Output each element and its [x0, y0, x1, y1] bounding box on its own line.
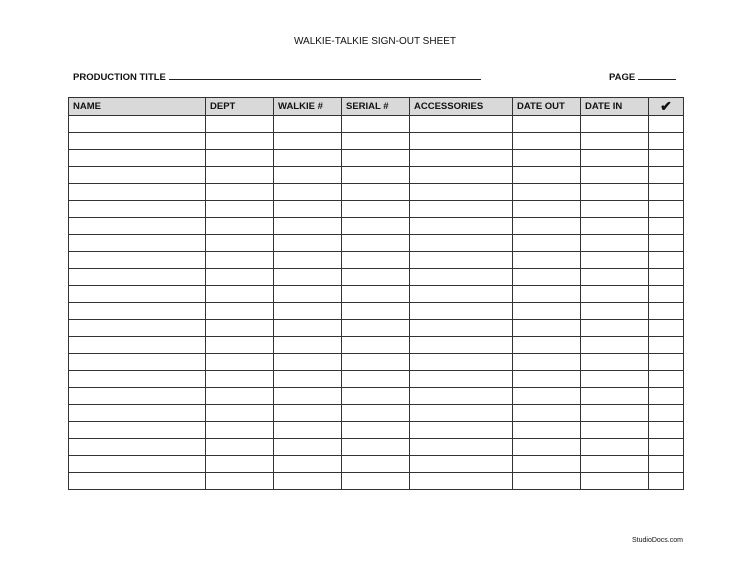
table-cell[interactable] — [410, 422, 513, 439]
table-cell[interactable] — [513, 133, 581, 150]
table-cell[interactable] — [410, 405, 513, 422]
table-cell[interactable] — [274, 388, 342, 405]
table-cell[interactable] — [410, 201, 513, 218]
table-cell[interactable] — [206, 337, 274, 354]
table-cell[interactable] — [69, 269, 206, 286]
table-cell[interactable] — [342, 388, 410, 405]
table-cell[interactable] — [513, 269, 581, 286]
table-cell[interactable] — [342, 473, 410, 490]
table-cell[interactable] — [69, 184, 206, 201]
table-cell[interactable] — [274, 337, 342, 354]
table-cell[interactable] — [274, 405, 342, 422]
table-cell[interactable] — [513, 439, 581, 456]
table-row — [69, 201, 684, 218]
table-row — [69, 320, 684, 337]
table-cell[interactable] — [581, 252, 649, 269]
table-cell[interactable] — [69, 337, 206, 354]
table-row — [69, 235, 684, 252]
table-row — [69, 456, 684, 473]
table-cell[interactable] — [410, 303, 513, 320]
header-date-out: DATE OUT — [513, 98, 581, 116]
table-cell[interactable] — [342, 201, 410, 218]
table-cell[interactable] — [274, 439, 342, 456]
table-row — [69, 167, 684, 184]
table-cell[interactable] — [410, 456, 513, 473]
header-row — [69, 98, 684, 116]
table-cell[interactable] — [69, 371, 206, 388]
header-date-in: DATE IN — [581, 98, 649, 116]
footer-brand: StudioDocs.com — [632, 537, 683, 544]
table-cell[interactable] — [513, 405, 581, 422]
table-cell[interactable] — [342, 337, 410, 354]
table-cell[interactable] — [513, 422, 581, 439]
table-cell[interactable] — [342, 218, 410, 235]
table-cell[interactable] — [342, 150, 410, 167]
table-cell[interactable] — [206, 218, 274, 235]
table-cell[interactable] — [513, 201, 581, 218]
table-cell[interactable] — [274, 235, 342, 252]
table-cell[interactable] — [274, 456, 342, 473]
table-cell[interactable] — [274, 269, 342, 286]
table-cell[interactable] — [206, 388, 274, 405]
table-cell[interactable] — [649, 116, 684, 133]
table-cell[interactable] — [649, 235, 684, 252]
page-blank[interactable] — [638, 70, 676, 80]
table-cell[interactable] — [274, 422, 342, 439]
header-name: NAME — [69, 98, 206, 116]
table-cell[interactable] — [581, 133, 649, 150]
table-cell[interactable] — [69, 422, 206, 439]
table-cell[interactable] — [581, 422, 649, 439]
table-cell[interactable] — [581, 167, 649, 184]
table-cell[interactable] — [649, 337, 684, 354]
table-cell[interactable] — [69, 388, 206, 405]
table-cell[interactable] — [206, 150, 274, 167]
table-cell[interactable] — [206, 269, 274, 286]
table-cell[interactable] — [581, 303, 649, 320]
table-cell[interactable] — [410, 133, 513, 150]
table-cell[interactable] — [649, 473, 684, 490]
table-cell[interactable] — [274, 150, 342, 167]
table-cell[interactable] — [69, 456, 206, 473]
table-cell[interactable] — [581, 116, 649, 133]
table-row — [69, 269, 684, 286]
table-cell[interactable] — [206, 422, 274, 439]
table-cell[interactable] — [649, 286, 684, 303]
table-cell[interactable] — [513, 354, 581, 371]
table-cell[interactable] — [342, 133, 410, 150]
table-row — [69, 405, 684, 422]
table-cell[interactable] — [513, 116, 581, 133]
table-cell[interactable] — [206, 201, 274, 218]
table-cell[interactable] — [342, 286, 410, 303]
table-row — [69, 184, 684, 201]
table-cell[interactable] — [342, 269, 410, 286]
table-cell[interactable] — [649, 371, 684, 388]
table-cell[interactable] — [274, 201, 342, 218]
table-cell[interactable] — [206, 354, 274, 371]
table-cell[interactable] — [69, 354, 206, 371]
table-cell[interactable] — [342, 320, 410, 337]
table-row — [69, 303, 684, 320]
table-cell[interactable] — [274, 320, 342, 337]
table-row — [69, 286, 684, 303]
table-cell[interactable] — [206, 303, 274, 320]
table-row — [69, 218, 684, 235]
table-cell[interactable] — [274, 371, 342, 388]
table-cell[interactable] — [342, 252, 410, 269]
table-cell[interactable] — [69, 286, 206, 303]
table-cell[interactable] — [581, 184, 649, 201]
table-cell[interactable] — [69, 218, 206, 235]
table-cell[interactable] — [342, 303, 410, 320]
table-cell[interactable] — [581, 354, 649, 371]
table-cell[interactable] — [581, 235, 649, 252]
table-row — [69, 116, 684, 133]
table-row — [69, 371, 684, 388]
table-row — [69, 422, 684, 439]
table-cell[interactable] — [513, 184, 581, 201]
table-cell[interactable] — [206, 439, 274, 456]
table-cell[interactable] — [69, 133, 206, 150]
table-cell[interactable] — [69, 303, 206, 320]
table-row — [69, 337, 684, 354]
table-cell[interactable] — [649, 150, 684, 167]
table-cell[interactable] — [649, 133, 684, 150]
table-cell[interactable] — [513, 337, 581, 354]
table-cell[interactable] — [206, 473, 274, 490]
table-cell[interactable] — [410, 354, 513, 371]
table-cell[interactable] — [342, 184, 410, 201]
table-cell[interactable] — [410, 269, 513, 286]
table-cell[interactable] — [649, 184, 684, 201]
table-cell[interactable] — [274, 133, 342, 150]
table-cell[interactable] — [342, 116, 410, 133]
sheet-title: WALKIE-TALKIE SIGN-OUT SHEET — [293, 36, 457, 47]
table-cell[interactable] — [581, 150, 649, 167]
table-cell[interactable] — [206, 286, 274, 303]
table-cell[interactable] — [69, 201, 206, 218]
table-cell[interactable] — [649, 218, 684, 235]
table-cell[interactable] — [581, 456, 649, 473]
table-cell[interactable] — [274, 184, 342, 201]
table-cell[interactable] — [649, 354, 684, 371]
table-cell[interactable] — [206, 456, 274, 473]
table-cell[interactable] — [69, 252, 206, 269]
table-cell[interactable] — [513, 303, 581, 320]
table-cell[interactable] — [513, 150, 581, 167]
table-cell[interactable] — [69, 116, 206, 133]
table-cell[interactable] — [649, 456, 684, 473]
table-cell[interactable] — [581, 320, 649, 337]
table-cell[interactable] — [513, 456, 581, 473]
table-cell[interactable] — [649, 201, 684, 218]
header-walkie: WALKIE # — [274, 98, 342, 116]
table-cell[interactable] — [69, 473, 206, 490]
table-cell[interactable] — [581, 405, 649, 422]
table-cell[interactable] — [513, 320, 581, 337]
table-cell[interactable] — [410, 371, 513, 388]
table-cell[interactable] — [581, 371, 649, 388]
table-cell[interactable] — [410, 286, 513, 303]
table-cell[interactable] — [410, 235, 513, 252]
table-cell[interactable] — [410, 218, 513, 235]
table-cell[interactable] — [342, 354, 410, 371]
table-cell[interactable] — [206, 184, 274, 201]
table-cell[interactable] — [274, 354, 342, 371]
table-cell[interactable] — [342, 456, 410, 473]
table-cell[interactable] — [513, 252, 581, 269]
table-cell[interactable] — [581, 269, 649, 286]
header-accessories: ACCESSORIES — [410, 98, 513, 116]
table-cell[interactable] — [206, 371, 274, 388]
table-cell[interactable] — [649, 167, 684, 184]
table-cell[interactable] — [581, 388, 649, 405]
table-cell[interactable] — [206, 133, 274, 150]
table-cell[interactable] — [649, 388, 684, 405]
table-cell[interactable] — [342, 405, 410, 422]
table-cell[interactable] — [581, 286, 649, 303]
table-cell[interactable] — [410, 252, 513, 269]
table-cell[interactable] — [274, 473, 342, 490]
table-cell[interactable] — [649, 320, 684, 337]
table-cell[interactable] — [410, 150, 513, 167]
table-cell[interactable] — [581, 439, 649, 456]
table-cell[interactable] — [342, 439, 410, 456]
table-cell[interactable] — [581, 473, 649, 490]
table-cell[interactable] — [274, 252, 342, 269]
table-cell[interactable] — [581, 218, 649, 235]
table-cell[interactable] — [513, 235, 581, 252]
table-cell[interactable] — [342, 235, 410, 252]
table-cell[interactable] — [69, 150, 206, 167]
table-cell[interactable] — [649, 303, 684, 320]
table-cell[interactable] — [513, 167, 581, 184]
table-cell[interactable] — [206, 167, 274, 184]
table-cell[interactable] — [410, 320, 513, 337]
table-cell[interactable] — [410, 337, 513, 354]
production-title-label: PRODUCTION TITLE — [73, 72, 166, 83]
table-cell[interactable] — [410, 473, 513, 490]
table-cell[interactable] — [342, 167, 410, 184]
table-cell[interactable] — [274, 116, 342, 133]
table-row — [69, 252, 684, 269]
production-title-field — [73, 70, 481, 83]
table-cell[interactable] — [69, 235, 206, 252]
table-cell[interactable] — [581, 337, 649, 354]
table-cell[interactable] — [206, 320, 274, 337]
table-cell[interactable] — [513, 371, 581, 388]
table-cell[interactable] — [206, 235, 274, 252]
table-row — [69, 133, 684, 150]
table-cell[interactable] — [581, 201, 649, 218]
table-cell[interactable] — [69, 320, 206, 337]
table-cell[interactable] — [410, 388, 513, 405]
header-serial: SERIAL # — [342, 98, 410, 116]
table-cell[interactable] — [69, 167, 206, 184]
table-cell[interactable] — [649, 422, 684, 439]
table-cell[interactable] — [649, 405, 684, 422]
table-cell[interactable] — [649, 269, 684, 286]
checkmark-icon: ✔ — [649, 98, 684, 116]
production-title-blank[interactable] — [169, 70, 481, 80]
table-cell[interactable] — [274, 286, 342, 303]
table-cell[interactable] — [513, 218, 581, 235]
table-cell[interactable] — [206, 252, 274, 269]
table-cell[interactable] — [274, 167, 342, 184]
table-cell[interactable] — [206, 116, 274, 133]
table-cell[interactable] — [410, 184, 513, 201]
table-cell[interactable] — [274, 218, 342, 235]
table-cell[interactable] — [513, 388, 581, 405]
table-row — [69, 439, 684, 456]
page-label: PAGE — [609, 72, 636, 83]
table-cell[interactable] — [342, 371, 410, 388]
table-row — [69, 354, 684, 371]
table-cell[interactable] — [342, 422, 410, 439]
table-cell[interactable] — [410, 116, 513, 133]
table-row — [69, 150, 684, 167]
page-field — [609, 70, 676, 83]
table-row — [69, 473, 684, 490]
table-cell[interactable] — [69, 439, 206, 456]
table-cell[interactable] — [513, 473, 581, 490]
table-cell[interactable] — [274, 303, 342, 320]
table-cell[interactable] — [649, 439, 684, 456]
table-cell[interactable] — [410, 167, 513, 184]
table-cell[interactable] — [69, 405, 206, 422]
header-dept: DEPT — [206, 98, 274, 116]
table-cell[interactable] — [649, 252, 684, 269]
sign-out-table — [68, 97, 684, 490]
table-cell[interactable] — [410, 439, 513, 456]
table-cell[interactable] — [206, 405, 274, 422]
table-cell[interactable] — [513, 286, 581, 303]
table-row — [69, 388, 684, 405]
